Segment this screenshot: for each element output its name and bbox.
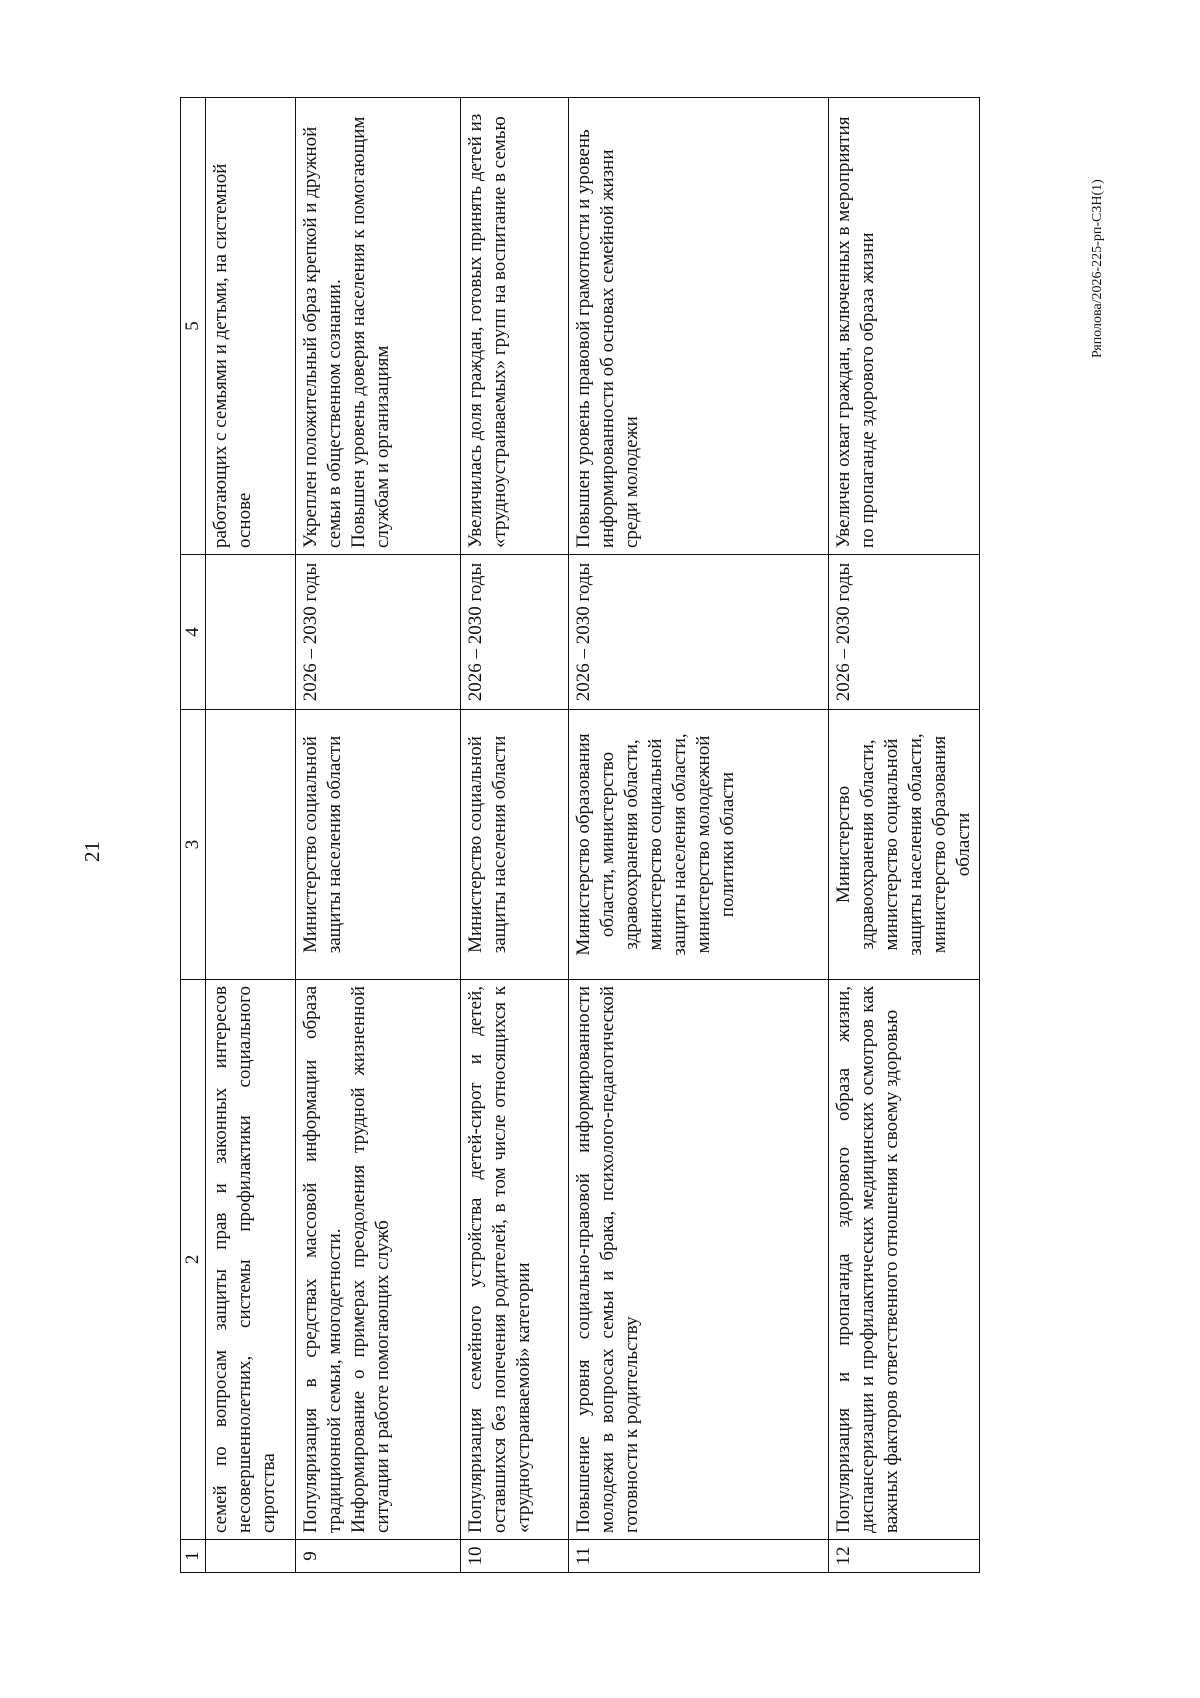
row-number: 10	[461, 1540, 569, 1573]
expected-result: работающих с семьями и детьми, на системной основе	[206, 98, 296, 555]
measure-text: Повышение уровня социально-правовой информированности молодежи в вопросах семьи и брака, психолого-педагогической готовности к родительству	[569, 980, 829, 1540]
term: 2026 – 2030 годы	[569, 555, 829, 710]
term: 2026 – 2030 годы	[461, 555, 569, 710]
table-row	[569, 98, 829, 1573]
header-col-1: 1	[181, 1540, 206, 1573]
row-number	[206, 1540, 296, 1573]
measures-table	[180, 97, 980, 1573]
term: 2026 – 2030 годы	[296, 555, 461, 710]
measure-text: Популяризация семейного устройства детей-сирот и детей, оставшихся без попечения родителей, в том числе относящихся к «трудноустраиваемой» категории	[461, 980, 569, 1540]
executor: Министерство здравоохранения области, министерство социальной защиты населения области, министерство образования области	[829, 710, 980, 980]
expected-result: Увеличен охват граждан, включенных в мероприятия по пропаганде здорового образа жизни	[829, 98, 980, 555]
term	[206, 555, 296, 710]
row-number: 11	[569, 1540, 829, 1573]
executor: Министерство социальной защиты населения области	[296, 710, 461, 980]
document-code: Ряполова/2026-225-рп-СЗН(1)	[1090, 179, 1105, 358]
header-col-4: 4	[181, 555, 206, 710]
expected-result: Укреплен положительный образ крепкой и дружной семьи в общественном сознании. Повышен уровень доверия населения к помогающим службам и организациям	[296, 98, 461, 555]
expected-result: Увеличилась доля граждан, готовых принять детей из «трудноустраиваемых» групп на воспитание в семью	[461, 98, 569, 555]
measure-text: Популяризация в средствах массовой информации образа традиционной семьи, многодетности. Информирование о примерах преодоления трудной жизненной ситуации и работе помогающих служб	[296, 980, 461, 1540]
page-number: 21	[80, 841, 104, 862]
row-number: 9	[296, 1540, 461, 1573]
executor: Министерство социальной защиты населения области	[461, 710, 569, 980]
row-number: 12	[829, 1540, 980, 1573]
expected-result: Повышен уровень правовой грамотности и уровень информированности об основах семейной жизни среди молодежи	[569, 98, 829, 555]
table-row	[829, 98, 980, 1573]
header-col-2: 2	[181, 980, 206, 1540]
table-header-row	[181, 98, 206, 1573]
measure-text: семей по вопросам защиты прав и законных интересов несовершеннолетних, системы профилактики социального сиротства	[206, 980, 296, 1540]
header-col-3: 3	[181, 710, 206, 980]
term: 2026 – 2030 годы	[829, 555, 980, 710]
table-row	[206, 98, 296, 1573]
table-row	[461, 98, 569, 1573]
executor: Министерство образования области, министерство здравоохранения области, министерство социальной защиты населения области, министерство молодежной политики области	[569, 710, 829, 980]
table-row	[296, 98, 461, 1573]
measure-text: Популяризация и пропаганда здорового образа жизни, диспансеризации и профилактических медицинских осмотров как важных факторов ответственного отношения к своему здоровью	[829, 980, 980, 1540]
header-col-5: 5	[181, 98, 206, 555]
executor	[206, 710, 296, 980]
